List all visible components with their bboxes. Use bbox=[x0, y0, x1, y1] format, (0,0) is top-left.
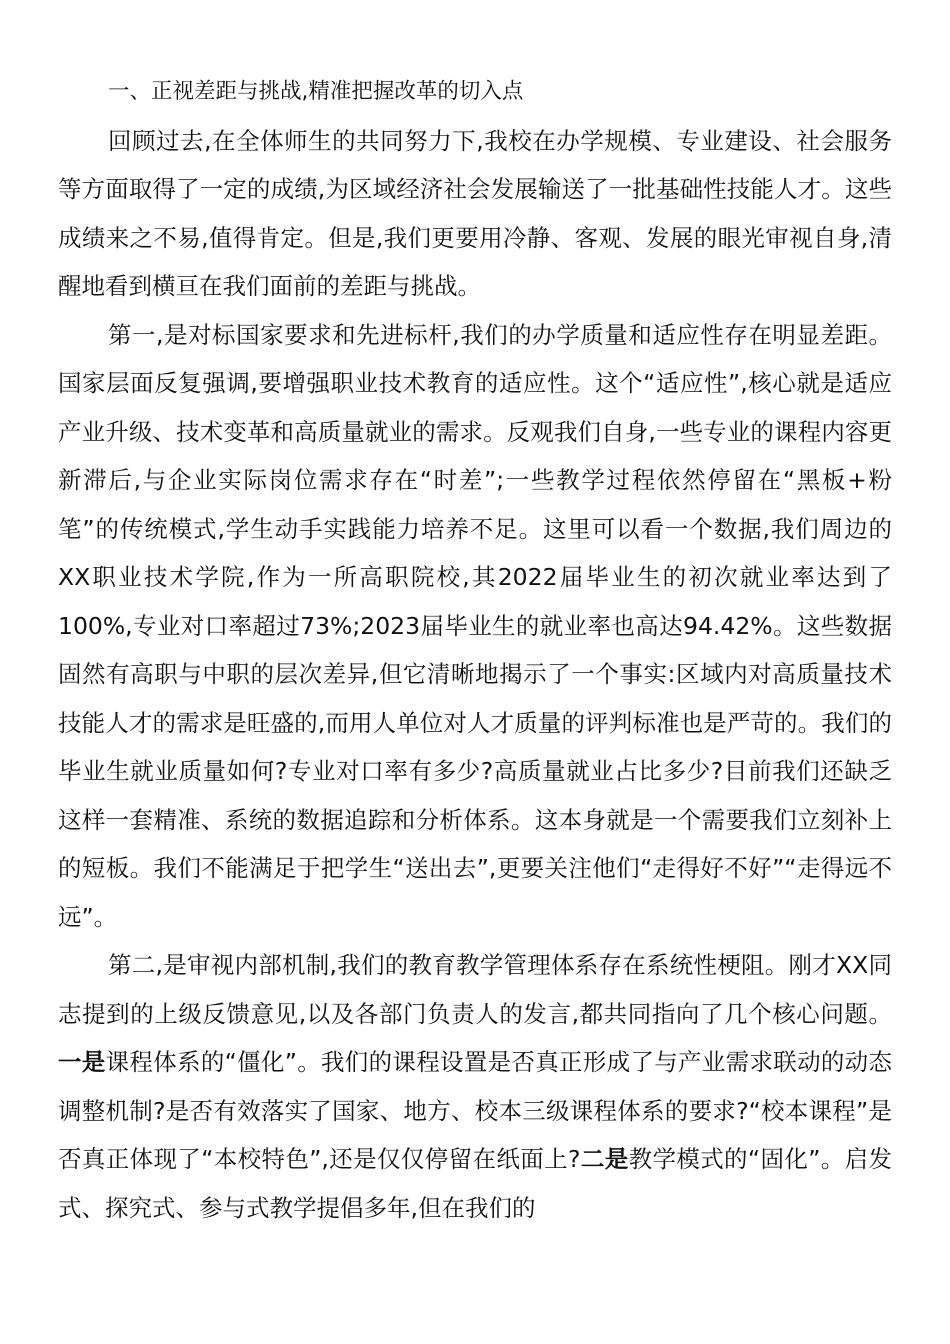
section-heading: 一、正视差距与挑战,精准把握改革的切入点 bbox=[108, 79, 524, 104]
paragraph-review: 回顾过去,在全体师生的共同努力下,我校在办学规模、专业建设、社会服务等方面取得了一定的成绩,为区域经济社会发展输送了一批基础性技能人才。这些成绩来之不易,值得肯定。但是,我们更要用冷静、客观、发展的眼光审视自身,清醒地看到横亘在我们面前的差距与挑战。 bbox=[58, 126, 892, 300]
paragraph-intro: 第二,是审视内部机制,我们的教育教学管理体系存在系统性梗阻。刚才XX同志提到的上级反馈意见,以及各部门负责人的发言,都共同指向了几个核心问题。 bbox=[58, 951, 892, 1028]
point-one-label: 一是 bbox=[58, 1048, 106, 1076]
document-page bbox=[58, 68, 892, 1232]
point-two-label: 二是 bbox=[580, 1145, 629, 1173]
paragraph-second-mechanism bbox=[58, 941, 892, 1232]
point-two-text: 教学模式的“固化”。启发式、探究式、参与式教学提倡多年,但在我们的 bbox=[58, 1145, 893, 1222]
paragraph-first-gap: 第一,是对标国家要求和先进标杆,我们的办学质量和适应性存在明显差距。国家层面反复强调,要增强职业技术教育的适应性。这个“适应性”,核心就是适应产业升级、技术变革和高质量就业的需求。反观我们自身,一些专业的课程内容更新滞后,与企业实际岗位需求存在“时差”;一些教学过程依然停留在“黑板+粉笔”的传统模式,学生动手实践能力培养不足。这里可以看一个数据,我们周边的XX职业技术学院,作为一所高职院校,其2022届毕业生的初次就业率达到了100%,专业对口率超过73%;2023届毕业生的就业率也高达94.42%。这些数据固然有高职与中职的层次差异,但它清晰地揭示了一个事实:区域内对高质量技术技能人才的需求是旺盛的,而用人单位对人才质量的评判标准也是严苛的。我们的毕业生就业质量如何?专业对口率有多少?高质量就业占比多少?目前我们还缺乏这样一套精准、系统的数据追踪和分析体系。这本身就是一个需要我们立刻补上的短板。我们不能满足于把学生“送出去”,更要关注他们“走得好不好”“走得远不远”。 bbox=[58, 320, 892, 931]
point-one-text: 课程体系的“僵化”。我们的课程设置是否真正形成了与产业需求联动的动态调整机制?是否有效落实了国家、地方、校本三级课程体系的要求?“校本课程”是否真正体现了“本校特色”,还是仅仅停留在纸面上? bbox=[58, 1048, 892, 1173]
